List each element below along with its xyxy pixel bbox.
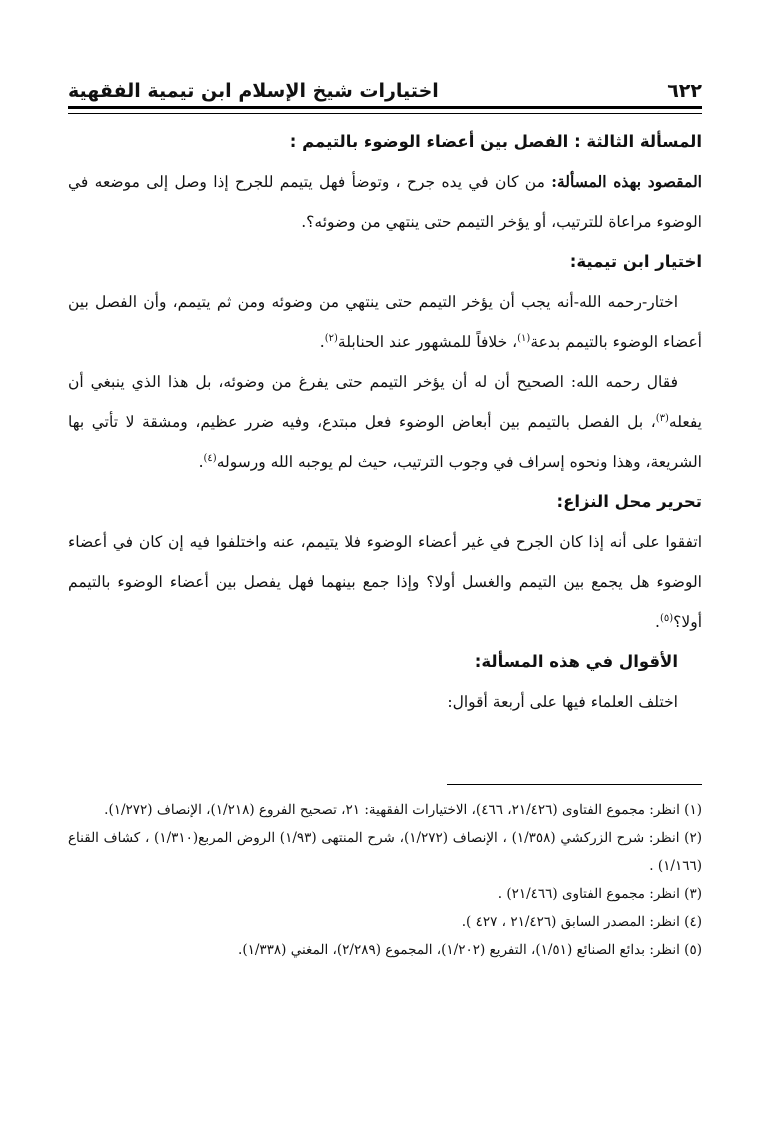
page-number: ٦٢٢ (667, 80, 702, 102)
footnote-ref-1: (١) (517, 332, 531, 344)
choice-text-c: . (319, 333, 325, 351)
choice-text-b: ، خلافاً للمشهور عند الحنابلة (337, 333, 518, 351)
choice-text-a: اختار-رحمه الله-أنه يجب أن يؤخر التيمم حتى ينتهي من وضوئه ومن ثم يتيمم، وأن الفصل بين أعضاء الوضوء بالتيمم بدعة (68, 293, 702, 351)
footnote-separator (447, 784, 702, 785)
footnote-ref-3: (٣) (655, 412, 669, 424)
footnote-ref-4: (٤) (203, 452, 217, 464)
quote-text-b: ، بل الفصل بالتيمم بين أبعاض الوضوء فعل مبتدع، وفيه ضرر عظيم، ومشقة لا تأتي بها الشريعة، وهذا ونحوه إسراف في وجوب الترتيب، حيث لم يوجبه الله ورسوله (68, 413, 702, 471)
footnote-ref-2: (٢) (324, 332, 338, 344)
choice-heading: اختيار ابن تيمية: (569, 252, 702, 271)
opinions-paragraph: اختلف العلماء فيها على أربعة أقوال: (447, 693, 678, 711)
purpose-label: المقصود بهذه المسألة: (551, 172, 702, 191)
opinions-heading: الأقوال في هذه المسألة: (474, 652, 678, 671)
header-rule (68, 106, 702, 114)
footnote-4: (٤) انظر: المصدر السابق (٢١/٤٢٦ ، ٤٢٧ ). (461, 914, 702, 930)
quote-text-a: فقال رحمه الله: الصحيح أن له أن يؤخر التيمم حتى يفرغ من وضوئه، بل هذا الذي ينبغي أن يفعله (68, 373, 702, 431)
running-title: اختيارات شيخ الإسلام ابن تيمية الفقهية (68, 80, 439, 102)
purpose-paragraph (68, 162, 702, 242)
dispute-text-a: اتفقوا على أنه إذا كان الجرح في غير أعضاء الوضوء فلا يتيمم، عنه واختلفوا فيه إن كان في أعضاء الوضوء هل يجمع بين التيمم والغسل أولا؟ وإذا جمع بينهما فهل يفصل بين أعضاء الوضوء بالتيمم أولا؟ (68, 533, 702, 631)
dispute-text-b: . (655, 613, 660, 631)
quote-text-c: . (198, 453, 204, 471)
choice-paragraph (68, 282, 702, 362)
footnote-5: (٥) انظر: بدائع الصنائع (١/٥١)، التفريع (١/٢٠٢)، المجموع (٢/٢٨٩)، المغني (١/٣٣٨). (238, 942, 702, 958)
footnote-3: (٣) انظر: مجموع الفتاوى (٢١/٤٦٦) . (497, 886, 702, 902)
footnote-ref-5: (٥) (659, 612, 674, 624)
issue-heading: المسألة الثالثة : الفصل بين أعضاء الوضوء بالتيمم : (289, 132, 702, 151)
purpose-text: من كان في يده جرح ، وتوضأ فهل يتيمم للجرح إذا وصل إلى موضعه في الوضوء مراعاة للترتيب، أو يؤخر التيمم حتى ينتهي من وضوئه؟. (68, 173, 702, 231)
page-header (68, 68, 702, 102)
dispute-heading: تحرير محل النزاع: (556, 492, 702, 511)
dispute-paragraph (68, 522, 702, 642)
main-text (68, 122, 702, 722)
footnotes (68, 796, 702, 964)
footnote-1: (١) انظر: مجموع الفتاوى (٢١/٤٢٦، ٤٦٦)، الاختيارات الفقهية: ٢١، تصحيح الفروع (١/٢١٨)، الإنصاف (١/٢٧٢). (104, 802, 702, 818)
footnote-2: (٢) انظر: شرح الزركشي (١/٣٥٨) ، الإنصاف (١/٢٧٢)، شرح المنتهى (١/٩٣) الروض المربع(١/٣١٠) ، كشاف القناع (١/١٦٦) . (68, 830, 702, 874)
quote-paragraph (68, 362, 702, 482)
